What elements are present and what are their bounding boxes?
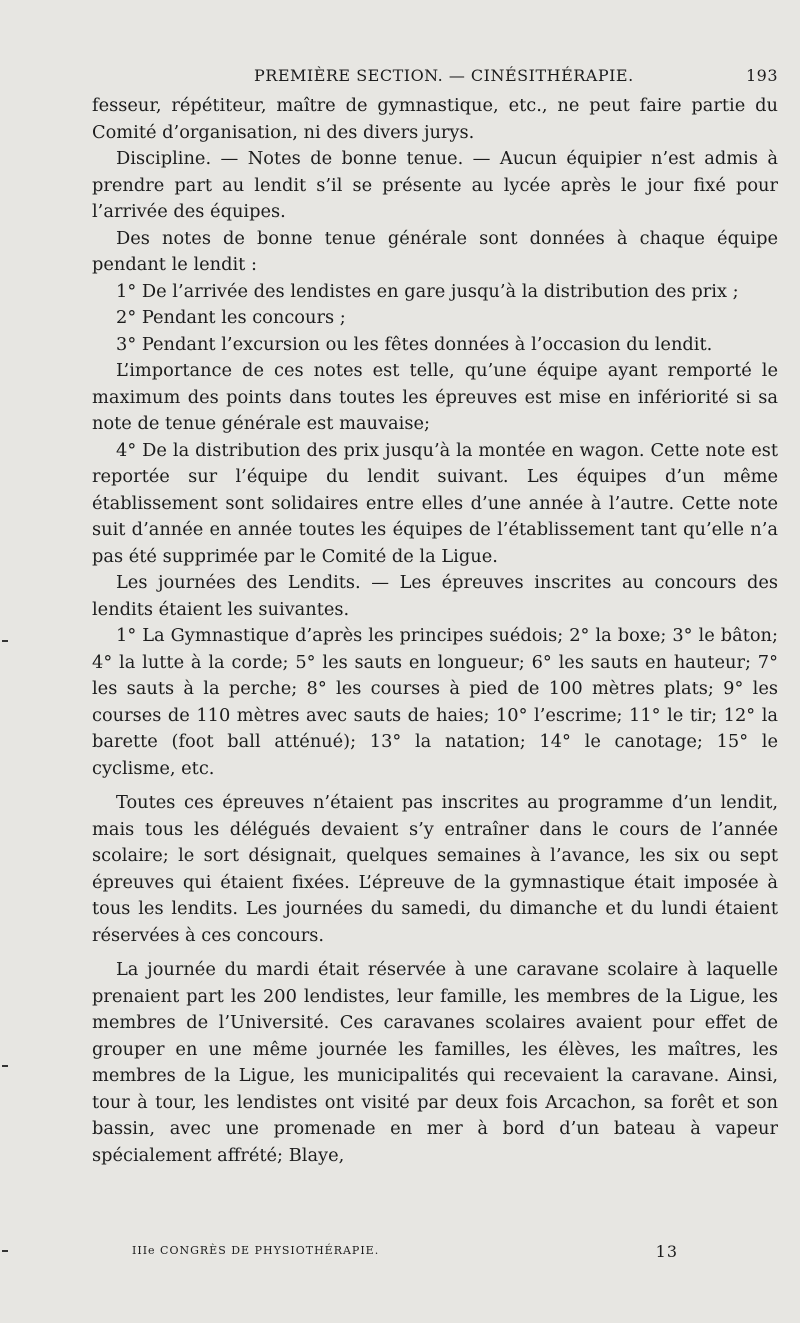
signature-mark: 13: [655, 1242, 678, 1261]
paragraph: Discipline. — Notes de bonne tenue. — Aucun équipier n’est admis à prendre part au lendit s’il se présente au lycée après le jour fixé pour l’arrivée des équipes.: [92, 148, 778, 222]
footer-imprint: IIIe CONGRÈS DE PHYSIOTHÉRAPIE.: [132, 1244, 380, 1257]
margin-tick: [2, 1065, 8, 1067]
paragraph: fesseur, répétiteur, maître de gymnastique, etc., ne peut faire partie du Comité d’organisation, ni des divers jurys.: [92, 95, 778, 143]
body-text: [92, 93, 778, 1169]
paragraph: La journée du mardi était réservée à une caravane scolaire à laquelle prenaient part les 200 lendistes, leur famille, les membres de la Ligue, les membres de l’Université. Ces caravanes scolaires avaient pour effet de grouper en une même journée les familles, les élèves, les maîtres, les membres de la Ligue, les municipalités qui recevaient la caravane. Ainsi, tour à tour, les lendistes ont visité par deux fois Arcachon, sa forêt et son bassin, avec une promenade en mer à bord d’un bateau à vapeur spécialement affrété; Blaye,: [92, 959, 778, 1166]
paragraph: Des notes de bonne tenue générale sont données à chaque équipe pendant le lendit :: [92, 227, 778, 275]
paragraph: L’importance de ces notes est telle, qu’une équipe ayant remporté le maximum des points dans toutes les épreuves est mise en infériorité si sa note de tenue générale est mauvaise;: [92, 360, 778, 434]
paragraph: 3° Pendant l’excursion ou les fêtes données à l’occasion du lendit.: [116, 333, 713, 355]
page-footer: [132, 1242, 678, 1261]
paragraph: 2° Pendant les concours ;: [116, 307, 346, 328]
paragraph: 1° De l’arrivée des lendistes en gare jusqu’à la distribution des prix ;: [116, 280, 739, 302]
paragraph: 1° La Gymnastique d’après les principes suédois; 2° la boxe; 3° le bâton; 4° la lutte à la corde; 5° les sauts en longueur; 6° les sauts en hauteur; 7° les sauts à la perche; 8° les courses à pied de 100 mètres plats; 9° les courses de 110 mètres avec sauts de haies; 10° l’escrime; 11° le tir; 12° la barette (foot ball atténué); 13° la natation; 14° le canotage; 15° le cyclisme, etc.: [92, 625, 778, 779]
paragraph: Les journées des Lendits. — Les épreuves inscrites au concours des lendits étaient les suivantes.: [92, 572, 778, 620]
page-header: [92, 60, 778, 90]
margin-tick: [2, 640, 8, 642]
running-title: PREMIÈRE SECTION. — CINÉSITHÉRAPIE.: [254, 66, 634, 85]
paragraph: Toutes ces épreuves n’étaient pas inscrites au programme d’un lendit, mais tous les délégués devaient s’y entraîner dans le cours de l’année scolaire; le sort désignait, quelques semaines à l’avance, les six ou sept épreuves qui étaient fixées. L’épreuve de la gymnastique était imposée à tous les lendits. Les journées du samedi, du dimanche et du lundi étaient réservées à ces concours.: [92, 792, 778, 946]
margin-tick: [2, 1250, 8, 1252]
paragraph: 4° De la distribution des prix jusqu’à la montée en wagon. Cette note est reportée sur l’équipe du lendit suivant. Les équipes d’un même établissement sont solidaires entre elles d’une année à l’autre. Cette note suit d’année en année toutes les équipes de l’établissement tant qu’elle n’a pas été supprimée par le Comité de la Ligue.: [92, 439, 778, 567]
page-number: 193: [745, 66, 778, 85]
